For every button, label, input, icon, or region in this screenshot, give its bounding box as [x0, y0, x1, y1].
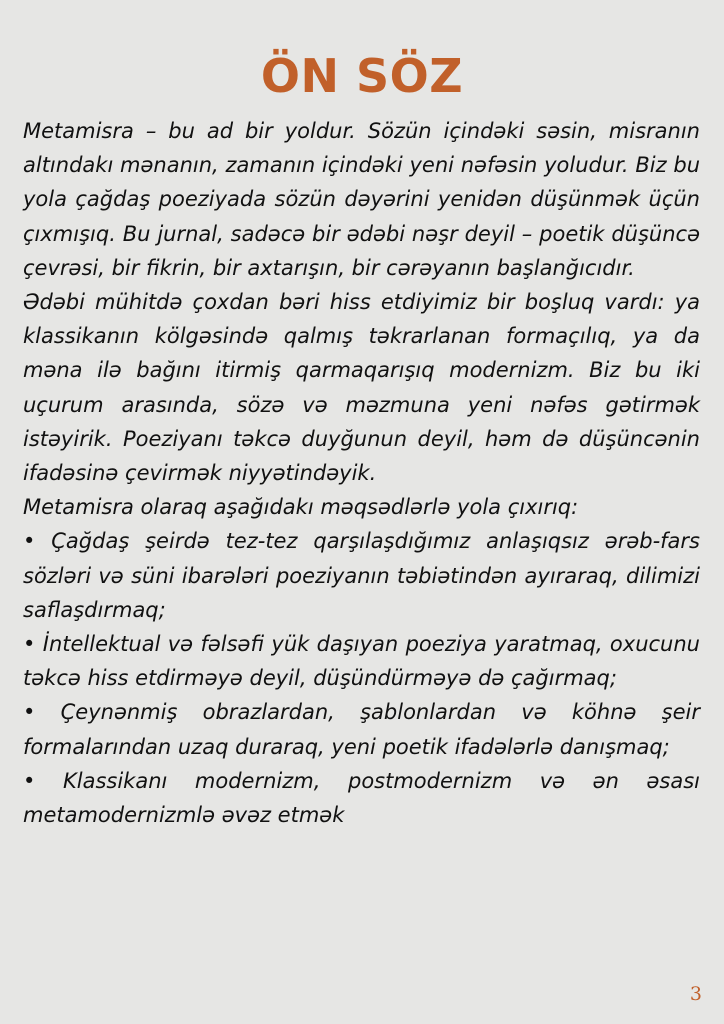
paragraph: Metamisra – bu ad bir yoldur. Sözün içindəki səsin, misranın altındakı mənanın, zamanın içindəki yeni nəfəsin yoludur. Biz bu yola çağdaş poeziyada sözün dəyərini yenidən düşünmək üçün çıxmışıq. Bu jurnal, sadəcə bir ədəbi nəşr deyil – poetik düşüncə çevrəsi, bir fikrin, bir axtarışın, bir cərəyanın başlanğıcıdır.	[23, 119, 700, 280]
bullet-item: • İntellektual və fəlsəfi yük daşıyan poeziya yaratmaq, oxucunu təkcə hiss etdirməyə deyil, düşündürməyə də çağırmaq;	[23, 632, 700, 691]
bullet-item: • Klassikanı modernizm, postmodernizm və ən əsası metamodernizmlə əvəz etmək	[23, 768, 700, 828]
page-title: ÖN SÖZ	[260, 49, 464, 103]
paragraph: Ədəbi mühitdə çoxdan bəri hiss etdiyimiz bir boşluq vardı: ya klassikanın kölgəsində qalmış təkrarlanan formaçılıq, ya da məna ilə bağını itirmiş qarmaqarışıq modernizm. Biz bu iki uçurum arasında, sözə və məzmuna yeni nəfəs gətirmək istəyirik. Poeziyanı təkcə duyğunun deyil, həm də düşüncənin ifadəsinə çevirmək niyyətindəyik.	[23, 290, 700, 486]
paragraph: Metamisra olaraq aşağıdakı məqsədlərlə yola çıxırıq:	[23, 495, 579, 520]
body-text	[23, 114, 700, 832]
bullet-item: • Çağdaş şeirdə tez-tez qarşılaşdığımız anlaşıqsız ərəb-fars sözləri və süni ibarələri poeziyanın təbiətindən ayıraraq, dilimizi saflaşdırmaq;	[23, 529, 700, 622]
page-number: 3	[689, 983, 702, 1005]
bullet-item: • Çeynənmiş obrazlardan, şablonlardan və köhnə şeir formalarından uzaq duraraq, yeni poetik ifadələrlə danışmaq;	[23, 700, 700, 759]
